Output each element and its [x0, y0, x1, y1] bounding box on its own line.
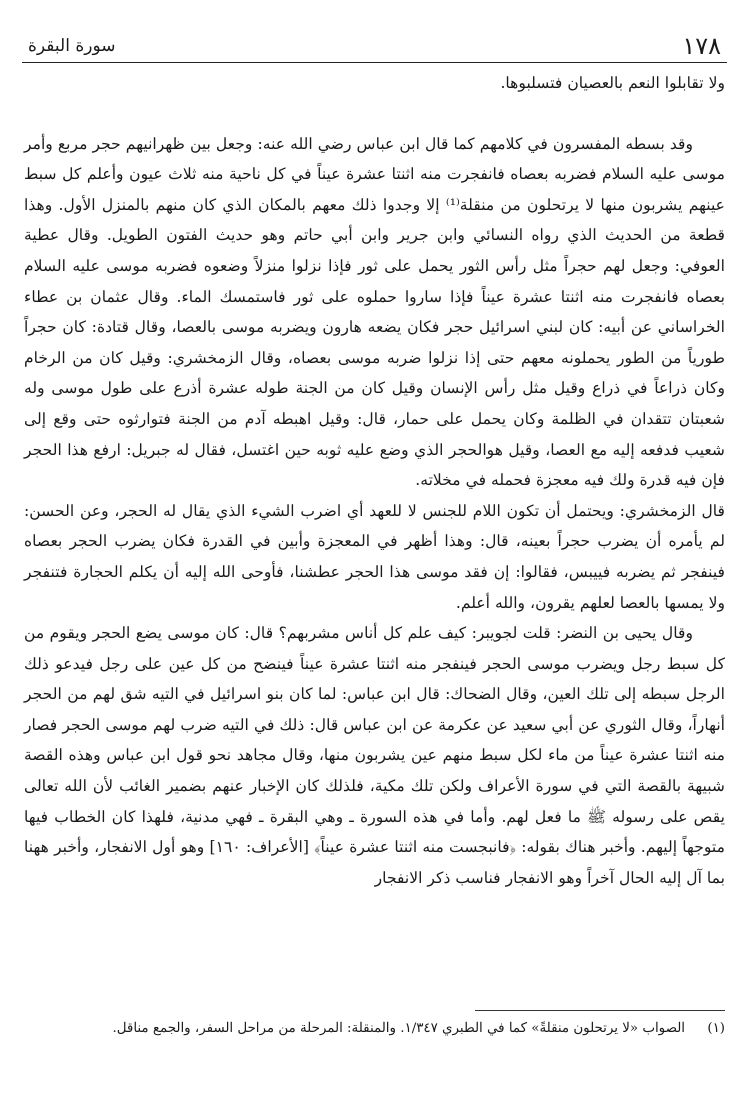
- running-title: سورة البقرة: [28, 36, 116, 56]
- footnote-text: الصواب «لا يرتحلون منقلةً» كما في الطبري ١/٣٤٧. والمنقلة: المرحلة من مراحل السفر، والجمع مناقل.: [112, 1021, 685, 1036]
- opening-line: ولا تقابلوا النعم بالعصيان فتسلبوها.: [500, 74, 725, 92]
- page-number: ١٧٨: [682, 32, 721, 60]
- footnote-divider: [475, 1010, 725, 1011]
- page-header: [22, 30, 727, 63]
- footnote-marker: (١): [707, 1021, 725, 1036]
- paragraph: قال الزمخشري: ويحتمل أن تكون اللام للجنس لا للعهد أي اضرب الشيء الذي يقال له الحجر، وعن الحسن: لم يأمره أن يضرب حجراً بعينه، قال: وهذا أظهر في المعجزة وأبين في القدرة فكان يضرب الحجر بعصاه فينفجر ثم يضربه فييبس، فقالوا: إن فقد موسى هذا الحجر عطشنا، فأوحى الله إليه أن يكلم الحجارة فتنفجر ولا يمسها بالعصا لعلهم يقرون، والله أعلم.: [24, 501, 725, 612]
- footnote: [24, 1016, 725, 1042]
- main-text: [24, 68, 725, 893]
- paragraph: وقد بسطه المفسرون في كلامهم كما قال ابن عباس رضي الله عنه: وجعل بين ظهرانيهم حجر مربع وأمر موسى عليه السلام فضربه بعصاه فانفجرت منه اثنتا عشرة عيناً في كل ناحية منه ثلاث عيون وأعلم كل سبط عينهم يشربون منها لا يرتحلون من منقلة⁽¹⁾ إلا وجدوا ذلك معهم بالمكان الذي كان منهم بالمنزل الأول. وهذا قطعة من الحديث الذي رواه النسائي وابن جرير وابن أبي حاتم وهو حديث الفتون الطويل. وقال عطية العوفي: وجعل لهم حجراً مثل رأس الثور يحمل على ثور فإذا نزلوا منزلاً وضعوه فضربه موسى عليه السلام بعصاه فانفجرت منه اثنتا عشرة عيناً فإذا ساروا حملوه على ثور فاستمسك الماء. وقال عثمان بن عطاء الخراساني عن أبيه: كان لبني اسرائيل حجر فكان يضعه هارون ويضربه موسى بالعصا، وقال قتادة: كان حجراً طورياً من الطور يحملونه معهم حتى إذا نزلوا ضربه موسى بعصاه، وقال الزمخشري: وقيل كان من الرخام وكان ذراعاً في ذراع وقيل مثل رأس الإنسان وقيل كان من الجنة طوله عشرة أذرع على طول موسى وله شعبتان تتقدان في الظلمة وكان يحمل على حمار، قال: وقيل اهبطه آدم من الجنة فتوارثوه حتى وقع إلى شعيب فدفعه إليه مع العصا، وقيل هوالحجر الذي وضع عليه ثوبه حين اغتسل، فقال له جبريل: ارفع هذا الحجر فإن فيه قدرة ولك فيه معجزة فحمله في مخلاته.: [24, 134, 725, 490]
- paragraph: وقال يحيى بن النضر: قلت لجويبر: كيف علم كل أناس مشربهم؟ قال: كان موسى يضع الحجر ويقوم من كل سبط رجل ويضرب موسى الحجر فينفجر منه اثنتا عشرة عيناً فينضح من كل عين على رجل فيدعو ذلك الرجل سبطه إلى تلك العين، وقال الضحاك: قال ابن عباس: لما كان بنو اسرائيل في التيه شق لهم من الحجر أنهاراً، وقال الثوري عن أبي سعيد عن عكرمة عن ابن عباس قال: ذلك في التيه ضرب لهم موسى الحجر فصار منه اثنتا عشرة عيناً من ماء لكل سبط منهم عين يشربون منها، وقال مجاهد نحو قول ابن عباس وهذه القصة شبيهة بالقصة التي في سورة الأعراف ولكن تلك مكية، فلذلك كان الإخبار عنهم بضمير الغائب لأن الله تعالى يقص على رسوله ﷺ ما فعل لهم. وأما في هذه السورة ـ وهي البقرة ـ فهي مدنية، فلهذا كان الخطاب فيها متوجهاً إليهم. وأخبر هناك بقوله: ﴿فانبجست منه اثنتا عشرة عيناً﴾ [الأعراف: ١٦٠] وهو أول الانفجار، وأخبر ههنا بما آل إليه الحال آخراً وهو الانفجار فناسب ذكر الانفجار: [24, 624, 725, 887]
